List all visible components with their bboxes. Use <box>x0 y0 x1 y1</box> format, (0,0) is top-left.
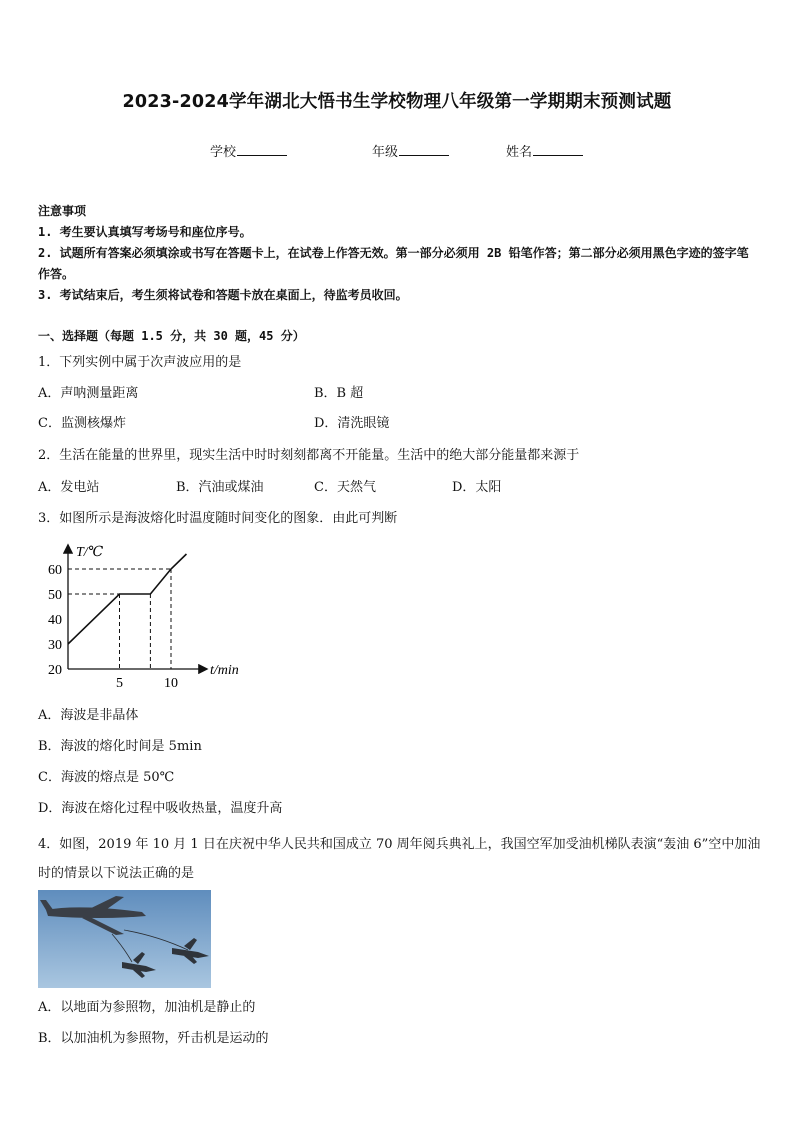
notes-heading: 注意事项 <box>38 204 87 218</box>
q3-stem: 3．如图所示是海波熔化时温度随时间变化的图象．由此可判断 <box>38 511 398 526</box>
q3-option-d[interactable]: D．海波在熔化过程中吸收热量，温度升高 <box>38 801 283 816</box>
name-blank[interactable] <box>533 143 583 156</box>
q1-option-d[interactable]: D．清洗眼镜 <box>314 416 390 431</box>
school-label: 学校 <box>210 145 237 160</box>
q2-option-c[interactable]: C．天然气 <box>314 480 376 495</box>
note-item-1: 1. 考生要认真填写考场号和座位序号。 <box>38 225 252 239</box>
q4-option-b[interactable]: B．以加油机为参照物，歼击机是运动的 <box>38 1031 269 1046</box>
melting-curve-chart <box>38 540 253 690</box>
y-tick-label: 40 <box>48 613 62 628</box>
school-blank[interactable] <box>237 143 287 156</box>
q2-option-b[interactable]: B．汽油或煤油 <box>176 480 264 495</box>
name-label: 姓名 <box>506 145 533 160</box>
y-tick-label: 50 <box>48 588 62 603</box>
grade-label: 年级 <box>372 145 399 160</box>
section-heading: 一、选择题（每题 1.5 分，共 30 题，45 分） <box>38 329 305 343</box>
q3-option-a[interactable]: A．海波是非晶体 <box>38 708 139 723</box>
aerial-refueling-photo <box>38 890 211 988</box>
y-tick-label: 30 <box>48 638 62 653</box>
y-axis-label: T/℃ <box>76 545 104 560</box>
q2-stem: 2．生活在能量的世界里，现实生活中时时刻刻都离不开能量。生活中的绝大部分能量都来源于 <box>38 448 580 463</box>
y-tick-label: 60 <box>48 563 62 578</box>
x-tick-label: 5 <box>116 676 123 690</box>
exam-title: 2023-2024学年湖北大悟书生学校物理八年级第一学期期末预测试题 <box>122 92 672 112</box>
grade-field[interactable] <box>372 141 449 160</box>
q3-option-c[interactable]: C．海波的熔点是 50℃ <box>38 770 175 785</box>
temperature-curve <box>68 554 186 644</box>
note-item-3: 3. 考试结束后，考生须将试卷和答题卡放在桌面上，待监考员收回。 <box>38 288 408 302</box>
name-field[interactable] <box>506 141 583 160</box>
q4-option-a[interactable]: A．以地面为参照物，加油机是静止的 <box>38 1000 256 1015</box>
q3-option-b[interactable]: B．海波的熔化时间是 5min <box>38 739 202 754</box>
grade-blank[interactable] <box>399 143 449 156</box>
x-axis-label: t/min <box>210 663 239 678</box>
q1-option-b[interactable]: B．B 超 <box>314 386 364 401</box>
q1-stem: 1．下列实例中属于次声波应用的是 <box>38 355 242 370</box>
q2-option-d[interactable]: D．太阳 <box>452 480 502 495</box>
y-tick-label: 20 <box>48 663 62 678</box>
note-item-2: 2. 试题所有答案必须填涂或书写在答题卡上，在试卷上作答无效。第一部分必须用 2B 铅笔作答；第二部分必须用黑色字迹的签字笔作答。 <box>38 246 749 281</box>
school-field[interactable] <box>210 141 287 160</box>
x-tick-label: 10 <box>164 676 178 690</box>
q1-option-a[interactable]: A．声呐测量距离 <box>38 386 139 401</box>
q1-option-c[interactable]: C．监测核爆炸 <box>38 416 126 431</box>
q4-stem: 4．如图，2019 年 10 月 1 日在庆祝中华人民共和国成立 70 周年阅兵典礼上，我国空军加受油机梯队表演“轰油 6”空中加油时的情景以下说法正确的是 <box>38 837 761 881</box>
q2-option-a[interactable]: A．发电站 <box>38 480 100 495</box>
